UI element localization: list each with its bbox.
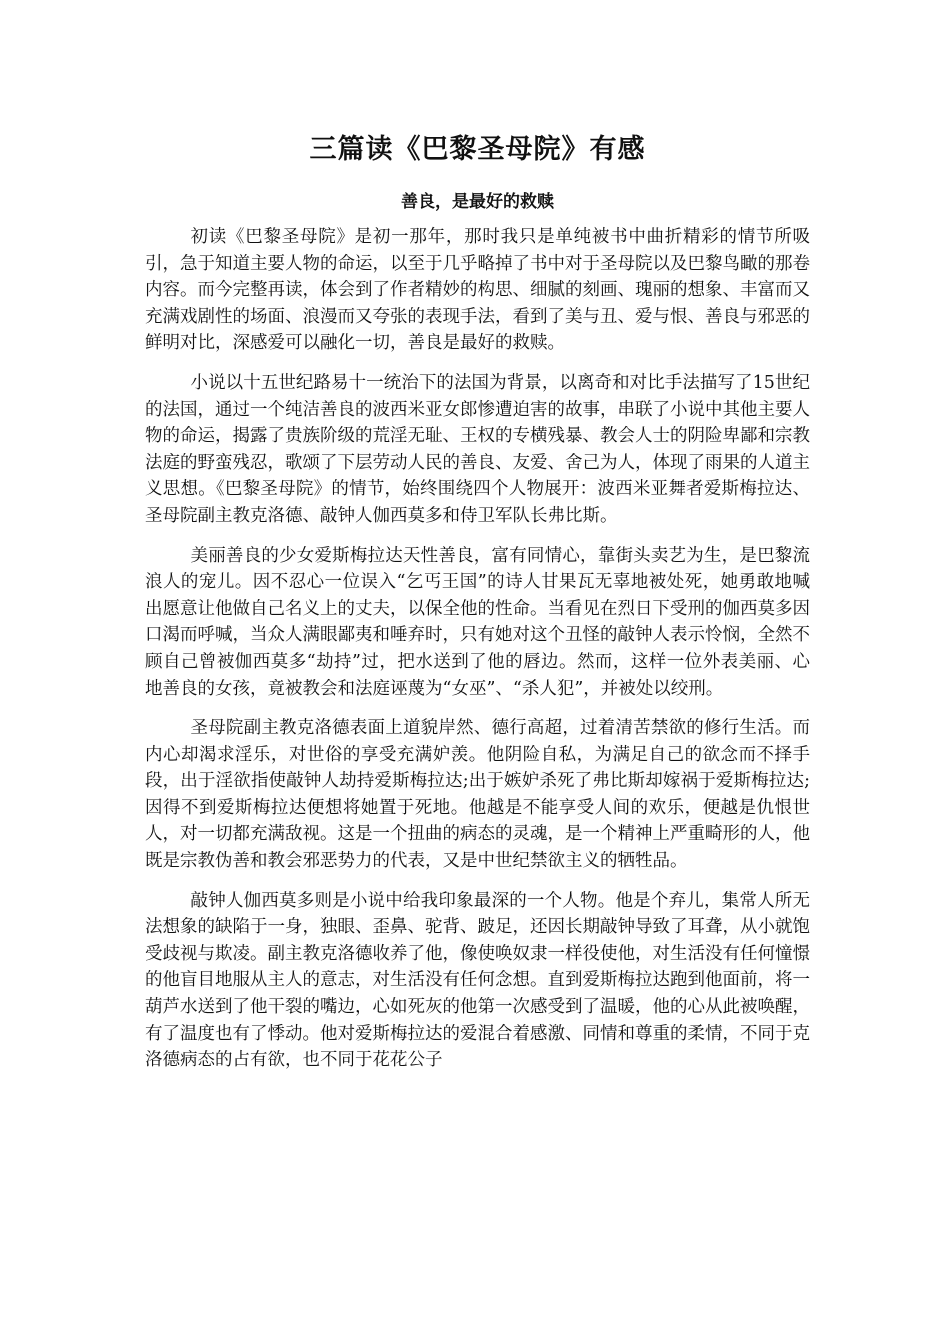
document-subtitle: 善良，是最好的救赎	[401, 192, 554, 212]
paragraph: 小说以十五世纪路易十一统治下的法国为背景，以离奇和对比手法描写了15世纪的法国，通过一个纯洁善良的波西米亚女郎惨遭迫害的故事，串联了小说中其他主要人物的命运，揭露了贵族阶级的荒淫无耻、王权的专横残暴、教会人士的阴险卑鄙和宗教法庭的野蛮残忍，歌颂了下层劳动人民的善良、友爱、舍己为人，体现了雨果的人道主义思想。《巴黎圣母院》的情节，始终围绕四个人物展开：波西米亚舞者爱斯梅拉达、圣母院副主教克洛德、敲钟人伽西莫多和侍卫军队长弗比斯。	[145, 372, 810, 526]
document-title: 三篇读《巴黎圣母院》有感	[309, 134, 646, 165]
paragraph: 美丽善良的少女爱斯梅拉达天性善良，富有同情心，靠街头卖艺为生，是巴黎流浪人的宠儿。因不忍心一位误入“乞丐王国”的诗人甘果瓦无辜地被处死，她勇敢地喊出愿意让他做自己名义上的丈夫，以保全他的性命。当看见在烈日下受刑的伽西莫多因口渴而呼喊，当众人满眼鄙夷和唾弃时，只有她对这个丑怪的敲钟人表示怜悯，全然不顾自己曾被伽西莫多“劫持”过，把水送到了他的唇边。然而，这样一位外表美丽、心地善良的女孩，竟被教会和法庭诬蔑为“女巫”、“杀人犯”，并被处以绞刑。	[145, 545, 810, 699]
paragraph: 初读《巴黎圣母院》是初一那年，那时我只是单纯被书中曲折精彩的情节所吸引，急于知道主要人物的命运，以至于几乎略掉了书中对于圣母院以及巴黎鸟瞰的那卷内容。而今完整再读，体会到了作者精妙的构思、细腻的刻画、瑰丽的想象、丰富而又充满戏剧性的场面、浪漫而又夸张的表现手法，看到了美与丑、爱与恨、善良与邪恶的鲜明对比，深感爱可以融化一切，善良是最好的救赎。	[145, 227, 810, 354]
paragraph: 圣母院副主教克洛德表面上道貌岸然、德行高超，过着清苦禁欲的修行生活。而内心却渴求淫乐，对世俗的享受充满妒羡。他阴险自私，为满足自己的欲念而不择手段，出于淫欲指使敲钟人劫持爱斯梅拉达;出于嫉妒杀死了弗比斯却嫁祸于爱斯梅拉达;因得不到爱斯梅拉达便想将她置于死地。他越是不能享受人间的欢乐，便越是仇恨世人，对一切都充满敌视。这是一个扭曲的病态的灵魂，是一个精神上严重畸形的人，他既是宗教伪善和教会邪恶势力的代表，又是中世纪禁欲主义的牺牲品。	[145, 718, 810, 872]
document-page	[145, 128, 810, 1087]
paragraph: 敲钟人伽西莫多则是小说中给我印象最深的一个人物。他是个弃儿，集常人所无法想象的缺陷于一身，独眼、歪鼻、驼背、跛足，还因长期敲钟导致了耳聋，从小就饱受歧视与欺凌。副主教克洛德收养了他，像使唤奴隶一样役使他，对生活没有任何憧憬的他盲目地服从主人的意志，对生活没有任何念想。直到爱斯梅拉达跑到他面前，将一葫芦水送到了他干裂的嘴边，心如死灰的他第一次感受到了温暖，他的心从此被唤醒，有了温度也有了悸动。他对爱斯梅拉达的爱混合着感激、同情和尊重的柔情，不同于克洛德病态的占有欲，也不同于花花公子	[145, 890, 810, 1071]
